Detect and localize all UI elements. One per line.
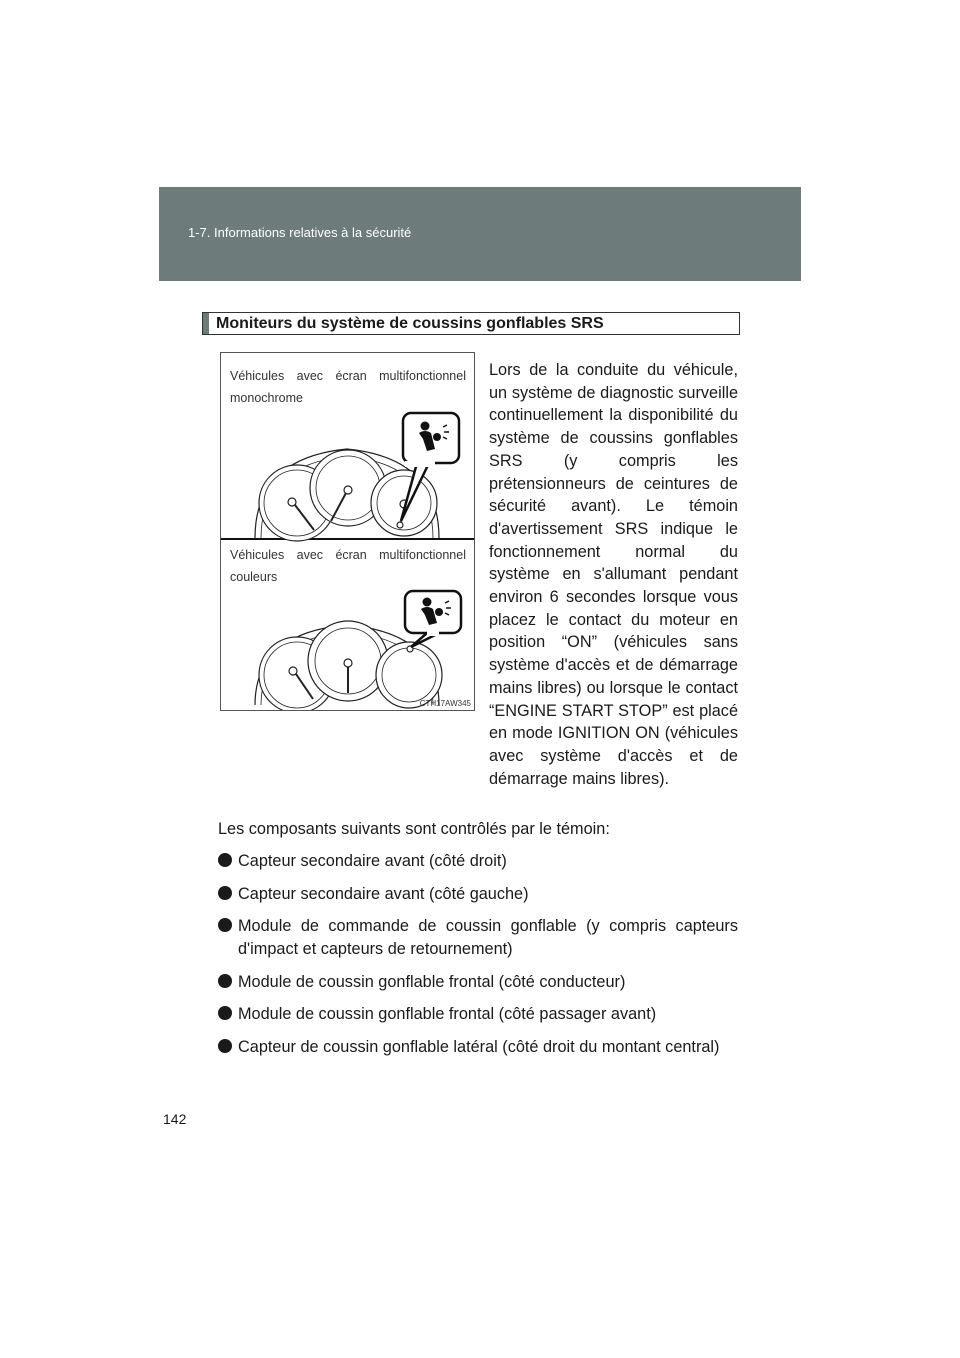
list-item: Module de coussin gonflable frontal (côté passager avant) — [218, 1003, 738, 1026]
header-band — [159, 187, 801, 281]
list-item: Capteur de coussin gonflable latéral (côté droit du montant central) — [218, 1036, 738, 1059]
figure-label-monochrome: Véhicules avec écran multifonctionnel monochrome — [230, 369, 466, 405]
bullet-icon — [218, 1006, 232, 1020]
section-heading: 1-7. Informations relatives à la sécurité — [188, 225, 412, 240]
bullet-icon — [218, 1039, 232, 1053]
bullet-icon — [218, 918, 232, 932]
figure-label-color: Véhicules avec écran multifonctionnel couleurs — [230, 548, 466, 584]
components-intro: Les composants suivants sont contrôlés par le témoin: — [218, 820, 610, 838]
section-title: Moniteurs du système de coussins gonflables SRS — [216, 315, 604, 332]
gauge-cluster-illustration — [221, 353, 474, 710]
description-paragraph: Lors de la conduite du véhicule, un système de diagnostic surveille continuellement la disponibilité du système de coussins gonflables SRS (y compris les prétensionneurs de ceintures de sécurité avant). Le témoin d'avertissement SRS indique le fonctionnement normal du système en s'allumant pendant environ 6 secondes lorsque vous placez le contact du moteur en position “ON” (véhicules sans système d'accès et de démarrage mains libres) ou lorsque le contact “ENGINE START STOP” est placé en mode IGNITION ON (véhicules avec système d'accès et de démarrage mains libres). — [489, 361, 738, 788]
instrument-cluster-figure — [220, 352, 475, 711]
list-item: Module de coussin gonflable frontal (côté conducteur) — [218, 971, 738, 994]
bullet-icon — [218, 886, 232, 900]
list-item: Module de commande de coussin gonflable (y compris capteurs d'impact et capteurs de retournement) — [218, 915, 738, 961]
components-list — [218, 850, 738, 1068]
title-accent — [203, 313, 209, 334]
page-number: 142 — [163, 1111, 187, 1127]
section-title-box — [202, 312, 740, 335]
bullet-icon — [218, 974, 232, 988]
list-item: Capteur secondaire avant (côté droit) — [218, 850, 738, 873]
list-item: Capteur secondaire avant (côté gauche) — [218, 883, 738, 906]
lower-gauge-cluster — [255, 621, 442, 710]
bullet-icon — [218, 853, 232, 867]
figure-code: CTH17AW345 — [419, 699, 471, 708]
